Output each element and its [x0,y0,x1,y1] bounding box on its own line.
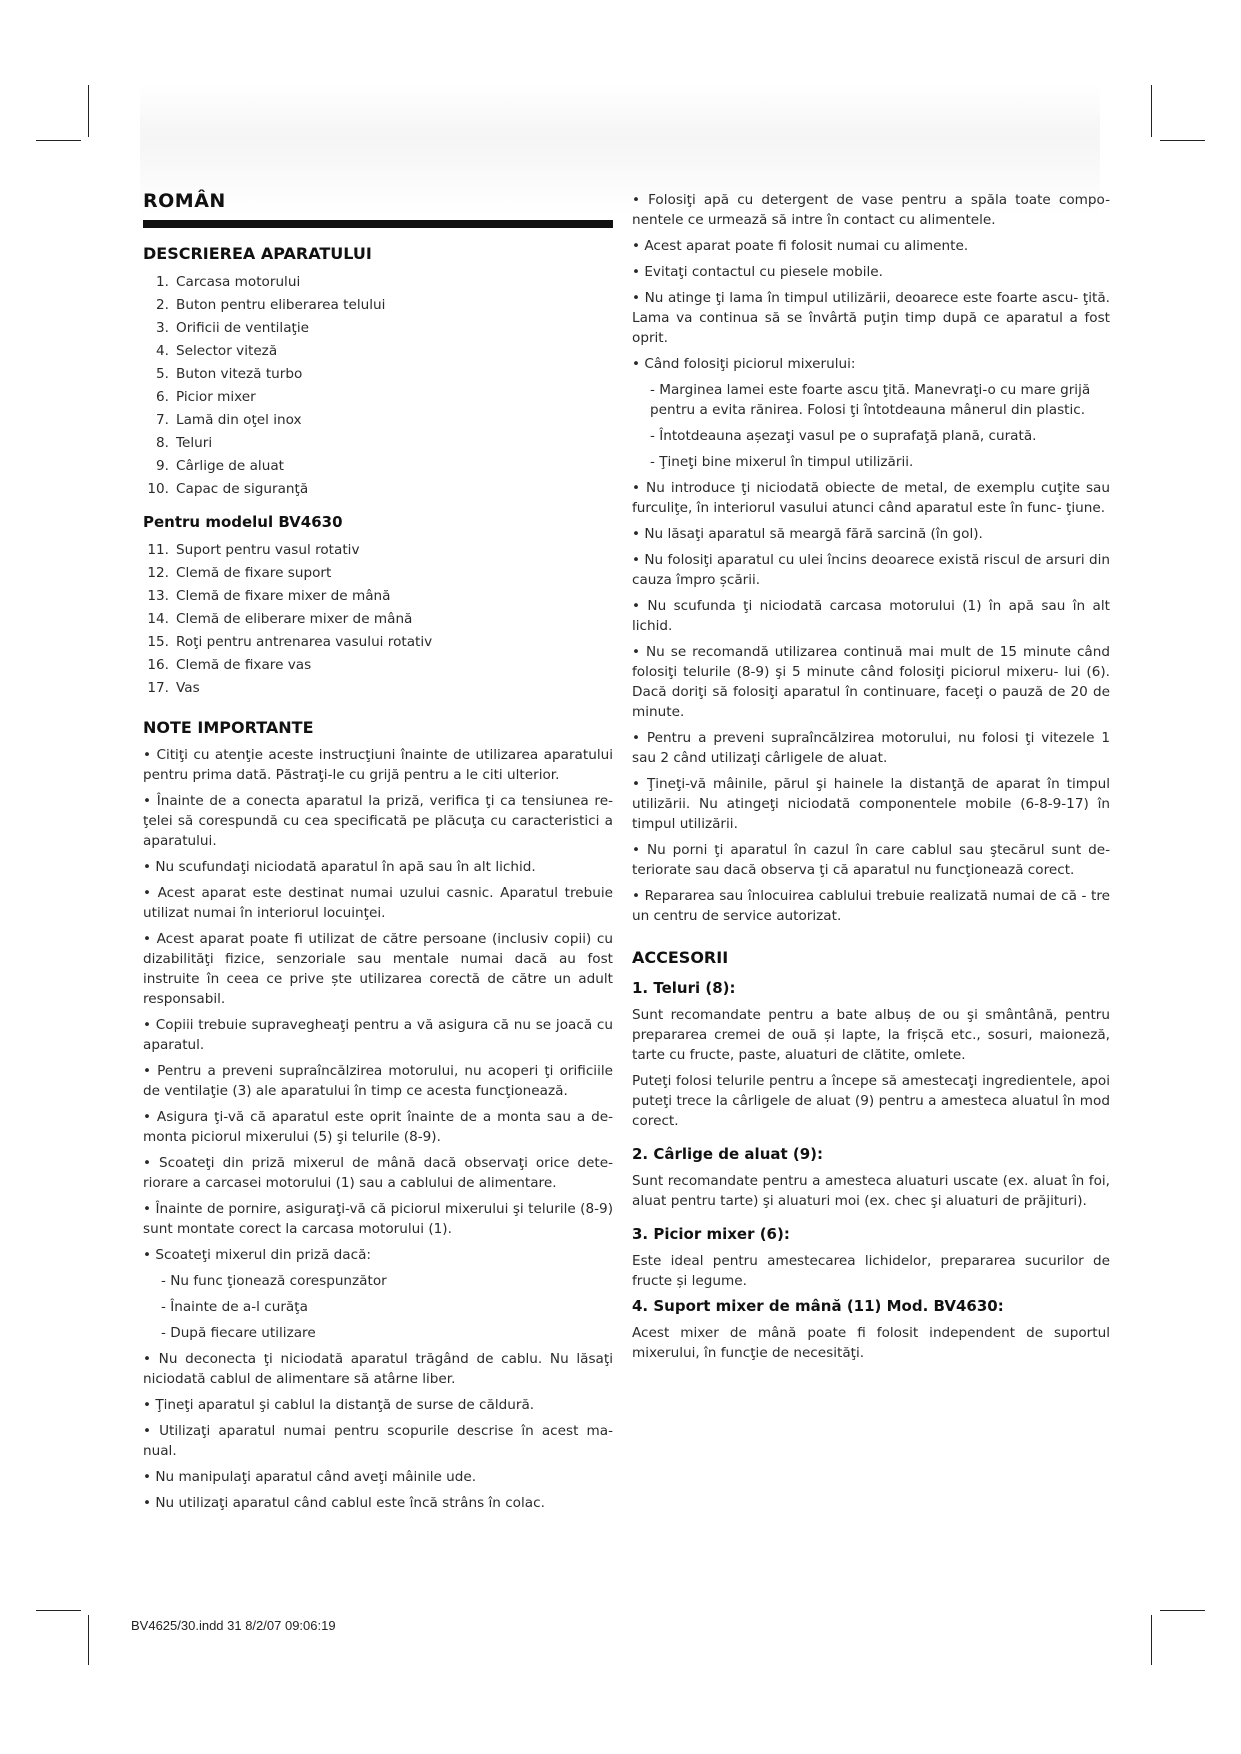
part-item-number: 1. [156,274,169,290]
model-part-item-label: Clemă de fixare mixer de mână [176,588,391,604]
model-parts-list [143,539,613,700]
note-item: • Asigura ţi-vă că aparatul este oprit înainte de a monta sau a de- monta piciorul mixerului (5) şi telurile (8-9). [143,1109,613,1145]
part-item-label: Selector viteză [176,343,278,359]
note-item: • Evitaţi contactul cu piesele mobile. [632,264,883,280]
language-title: ROMÂN [143,190,226,212]
note-subitem: - Marginea lamei este foarte ascu ţită. Manevraţi-o cu mare grijă pentru a evita rănirea. Folosi ţi întotdeauna mânerul din plastic. [650,382,1091,418]
crop-mark-bottom-right-v [1151,1615,1152,1665]
print-footer: BV4625/30.indd 31 8/2/07 09:06:19 [131,1618,336,1633]
right-column [632,190,1110,1369]
accessory-whisks-text-2: Puteţi folosi telurile pentru a începe să amestecaţi ingredientele, apoi puteţi trece la cârligele de aluat (9) pentru a amesteca aluatul în mod corect. [632,1073,1110,1129]
note-item: • Utilizaţi aparatul numai pentru scopurile descrise în acest ma- nual. [143,1423,613,1459]
crop-mark-bottom-left-h [36,1610,81,1611]
parts-list [143,271,613,501]
model-part-item-number: 14. [147,611,169,627]
crop-mark-top-left-v [88,85,89,137]
note-item: • Acest aparat poate fi folosit numai cu alimente. [632,238,969,254]
accessory-mixer-leg-text: Este ideal pentru amestecarea lichidelor, prepararea sucurilor de fructe și legume. [632,1253,1110,1289]
title-rule [143,220,613,228]
note-item: • Când folosiţi piciorul mixerului: [632,356,856,372]
crop-mark-top-right-h [1160,140,1205,141]
note-item: • Acest aparat este destinat numai uzului casnic. Aparatul trebuie utilizat numai în interiorul locuinţei. [143,885,613,921]
part-item-label: Orificii de ventilaţie [176,320,309,336]
note-item: • Pentru a preveni supraîncălzirea motorului, nu acoperi ţi orificiile de ventilaţie (3) ale aparatului în timp ce acesta funcţionează. [143,1063,613,1099]
note-item: • Nu se recomandă utilizarea continuă mai mult de 15 minute când folosiţi telurile (8-9) şi 5 minute când folosiţi piciorul mixeru- lui (6). Dacă doriţi să folosiţi aparatul în continuare, faceţi o pauză de 20 de minute. [632,644,1110,720]
note-item: • Nu manipulaţi aparatul când aveţi mâinile ude. [143,1469,477,1485]
part-item [143,294,613,317]
left-column [143,190,613,1519]
part-item-number: 6. [156,389,169,405]
note-item: • Acest aparat poate fi utilizat de către persoane (inclusiv copii) cu dizabilităţi fizice, senzoriale sau mentale numai dacă au fost instruite în ceea ce prive ște utilizarea corectă de către un adult responsabil. [143,931,613,1007]
model-part-item [143,585,613,608]
model-part-item [143,608,613,631]
model-part-item-number: 13. [147,588,169,604]
crop-mark-bottom-left-v [88,1615,89,1665]
part-item [143,455,613,478]
note-item: • Nu utilizaţi aparatul când cablul este încă strâns în colac. [143,1495,545,1511]
model-part-item-label: Clemă de fixare suport [176,565,332,581]
note-item: • Înainte de a conecta aparatul la priză, verifica ţi ca tensiunea re- ţelei să corespundă cu cea specificată pe plăcuţa cu caracteristici a aparatului. [143,793,613,849]
model-part-item [143,539,613,562]
accessories-heading: ACCESORII [632,948,729,967]
note-subitem: - Ţineţi bine mixerul în timpul utilizării. [650,454,914,470]
model-part-item-number: 17. [147,680,169,696]
accessory-stand-text: Acest mixer de mână poate fi folosit independent de suportul mixerului, în funcţie de necesităţi. [632,1325,1110,1361]
part-item [143,432,613,455]
model-part-item [143,631,613,654]
part-item-number: 9. [156,458,169,474]
crop-mark-top-right-v [1151,85,1152,137]
note-item: • Nu lăsaţi aparatul să meargă fără sarcină (în gol). [632,526,983,542]
model-part-item-label: Clemă de fixare vas [176,657,312,673]
part-item [143,386,613,409]
note-item: • Nu introduce ţi niciodată obiecte de metal, de exemplu cuţite sau furculiţe, în interiorul vasului atunci când aparatul este în func- ţiune. [632,480,1110,516]
note-item: • Ţineţi aparatul şi cablul la distanţă de surse de căldură. [143,1397,535,1413]
part-item-number: 3. [156,320,169,336]
part-item-label: Buton viteză turbo [176,366,303,382]
mixer-leg-subitems [632,380,1110,472]
model-part-item-number: 15. [147,634,169,650]
part-item [143,271,613,294]
part-item-label: Lamă din oţel inox [176,412,302,428]
unplug-subitems [143,1271,613,1343]
part-item [143,317,613,340]
note-item: • Folosiţi apă cu detergent de vase pentru a spăla toate compo- nentele ce urmează să intre în contact cu alimentele. [632,192,1110,228]
part-item-number: 2. [156,297,169,313]
note-subitem: - După fiecare utilizare [161,1325,316,1341]
part-item-number: 7. [156,412,169,428]
note-item: • Nu folosiţi aparatul cu ulei încins deoarece există riscul de arsuri din cauza împro șcării. [632,552,1110,588]
crop-mark-bottom-right-h [1160,1610,1205,1611]
note-subitem: - Nu func ţionează corespunzător [161,1273,387,1289]
part-item-number: 5. [156,366,169,382]
model-part-item-label: Suport pentru vasul rotativ [176,542,360,558]
model-part-item-number: 12. [147,565,169,581]
note-item: • Copiii trebuie supravegheaţi pentru a vă asigura că nu se joacă cu aparatul. [143,1017,613,1053]
model-part-item [143,562,613,585]
accessory-dough-hooks-text: Sunt recomandate pentru a amesteca aluaturi uscate (ex. aluat în foi, aluat pentru tarte) şi aluaturi moi (ex. chec şi aluaturi de prăjituri). [632,1173,1110,1209]
model-part-item-label: Roţi pentru antrenarea vasului rotativ [176,634,433,650]
notes-list [143,745,613,1265]
accessory-whisks-text-1: Sunt recomandate pentru a bate albuș de ou şi smântână, pentru prepararea cremei de ouă și lapte, la frișcă etc., sosuri, maioneză, tarte cu fructe, paste, aluaturi de clătite, omlete. [632,1007,1110,1063]
notes-list-continued [143,1349,613,1513]
part-item-number: 8. [156,435,169,451]
model-part-item [143,654,613,677]
part-item [143,363,613,386]
description-heading: DESCRIEREA APARATULUI [143,244,372,263]
note-item: • Citiţi cu atenţie aceste instrucţiuni înainte de utilizarea aparatului pentru prima dată. Păstraţi-le cu grijă pentru a le citi ulterior. [143,747,613,783]
note-item: • Nu deconecta ţi niciodată aparatul trăgând de cablu. Nu lăsaţi niciodată cablul de alimentare să atârne liber. [143,1351,613,1387]
accessory-dough-hooks-heading: 2. Cârlige de aluat (9): [632,1145,824,1163]
part-item-label: Picior mixer [176,389,256,405]
note-item: • Nu scufunda ţi niciodată carcasa motorului (1) în apă sau în alt lichid. [632,598,1110,634]
crop-mark-top-left-h [36,140,81,141]
note-item: • Ţineţi-vă mâinile, părul şi hainele la distanţă de aparat în timpul utilizării. Nu atingeţi niciodată componentele mobile (6-8-9-17) în timpul utilizării. [632,776,1110,832]
part-item [143,478,613,501]
model-part-item-label: Clemă de eliberare mixer de mână [176,611,413,627]
model-part-item [143,677,613,700]
part-item-label: Teluri [176,435,213,451]
accessory-stand-heading: 4. Suport mixer de mână (11) Mod. BV4630: [632,1297,1004,1315]
model-part-item-label: Vas [176,680,200,696]
part-item-label: Buton pentru eliberarea telului [176,297,386,313]
part-item [143,409,613,432]
model-part-item-number: 16. [147,657,169,673]
note-subitem: - Întotdeauna așezaţi vasul pe o suprafaţă plană, curată. [650,428,1037,444]
note-item: • Repararea sau înlocuirea cablului trebuie realizată numai de că - tre un centru de service autorizat. [632,888,1110,924]
model-part-item-number: 11. [147,542,169,558]
notes-list-right [632,190,1110,374]
note-item: • Pentru a preveni supraîncălzirea motorului, nu folosi ţi vitezele 1 sau 2 când utilizaţi cârligele de aluat. [632,730,1110,766]
notes-heading: NOTE IMPORTANTE [143,718,314,737]
note-subitem: - Înainte de a-l curăţa [161,1299,308,1315]
accessory-whisks-heading: 1. Teluri (8): [632,979,736,997]
part-item-label: Cârlige de aluat [176,458,284,474]
note-item: • Nu porni ţi aparatul în cazul în care cablul sau ştecărul sunt de- teriorate sau dacă observa ţi că aparatul nu funcţionează corect. [632,842,1110,878]
part-item-number: 10. [147,481,169,497]
part-item-number: 4. [156,343,169,359]
part-item [143,340,613,363]
part-item-label: Carcasa motorului [176,274,301,290]
note-item: • Nu atinge ţi lama în timpul utilizării, deoarece este foarte ascu- ţită. Lama va continua să se învârtă puţin timp după ce aparatul a fost oprit. [632,290,1110,346]
note-item: • Scoateţi din priză mixerul de mână dacă observaţi orice dete- riorare a carcasei motorului (1) sau a cablului de alimentare. [143,1155,613,1191]
note-item: • Nu scufundaţi niciodată aparatul în apă sau în alt lichid. [143,859,536,875]
model-heading: Pentru modelul BV4630 [143,513,343,531]
accessory-mixer-leg-heading: 3. Picior mixer (6): [632,1225,790,1243]
notes-list-right-continued [632,478,1110,926]
part-item-label: Capac de siguranţă [176,481,309,497]
note-item: • Scoateţi mixerul din priză dacă: [143,1247,371,1263]
note-item: • Înainte de pornire, asiguraţi-vă că piciorul mixerului şi telurile (8-9) sunt montate corect la carcasa motorului (1). [143,1201,613,1237]
